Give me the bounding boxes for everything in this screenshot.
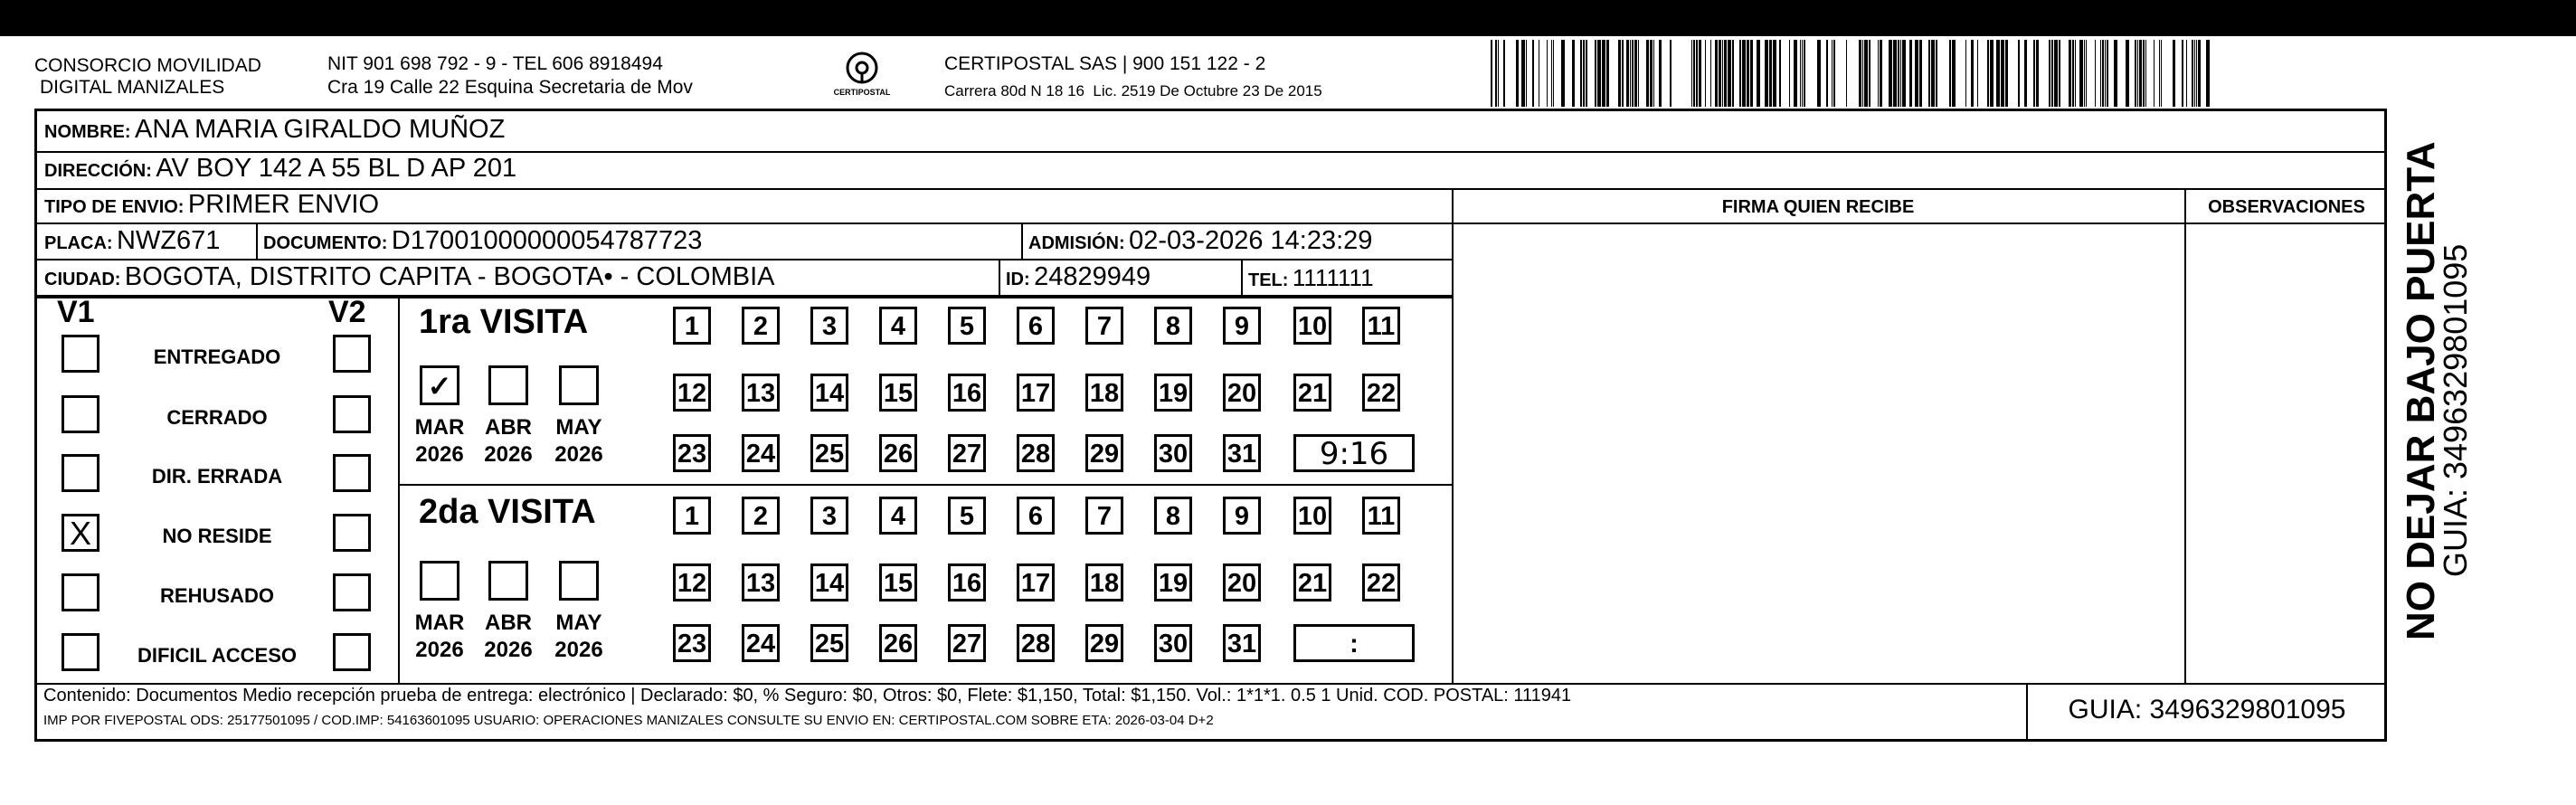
visit1-day-10[interactable]: 10: [1293, 307, 1331, 345]
barcode-bar: [2079, 40, 2083, 107]
barcode-bar: [1826, 40, 1828, 107]
barcode-bar: [2084, 40, 2085, 107]
visit2-day-5[interactable]: 5: [948, 497, 986, 535]
visit1-month-checkbox[interactable]: [559, 365, 599, 405]
visit1-day-2[interactable]: 2: [742, 307, 780, 345]
id-field: [1006, 262, 1151, 292]
barcode-bar: [1804, 40, 1805, 107]
visit2-day-15[interactable]: 15: [879, 564, 917, 601]
barcode-bar: [2139, 40, 2142, 107]
visit1-day-7[interactable]: 7: [1085, 307, 1123, 345]
direccion-field: [44, 154, 516, 184]
v2-checkbox[interactable]: [333, 573, 371, 611]
barcode-bar: [2107, 40, 2108, 107]
visit1-day-4[interactable]: 4: [879, 307, 917, 345]
v1-header: V1: [57, 295, 95, 329]
barcode-bar: [1572, 40, 1575, 107]
barcode-bar: [2086, 40, 2087, 107]
barcode-bar: [2100, 40, 2101, 107]
visit1-day-19[interactable]: 19: [1154, 374, 1192, 412]
visit2-month-checkbox[interactable]: [488, 561, 528, 601]
v2-checkbox[interactable]: [333, 454, 371, 492]
barcode-bar: [1965, 40, 1966, 107]
barcode-bar: [1719, 40, 1721, 107]
barcode-bar: [1869, 40, 1870, 107]
visit2-day-9[interactable]: 9: [1223, 497, 1261, 535]
visit2-month-label: MAR: [414, 611, 465, 635]
barcode-bar: [2024, 40, 2027, 107]
barcode-bar: [1880, 40, 1882, 107]
barcode-bar: [2186, 40, 2187, 107]
observations-left-border: [2184, 188, 2186, 683]
barcode-bar: [1638, 40, 1639, 107]
barcode-bar: [2018, 40, 2020, 107]
visit1-day-13[interactable]: 13: [742, 374, 780, 412]
barcode-bar: [2001, 40, 2004, 107]
barcode-bar: [1553, 40, 1554, 107]
visit1-day-6[interactable]: 6: [1017, 307, 1055, 345]
id-label: ID:: [1006, 270, 1030, 289]
visit1-month-label: MAY: [555, 415, 602, 440]
placa-value: NWZ671: [117, 226, 221, 255]
contenido-line: Contenido: Documentos Medio recepción prueba de entrega: electrónico | Declarado: $0, % Seguro: $0, Otros: $0, Flete: $1,150, Total: $1,150. Vol.: 1*1*1. 0.5 1 Unid. COD. POSTAL: 111941: [43, 686, 1572, 706]
visit2-day-17[interactable]: 17: [1017, 564, 1055, 601]
visit2-day-4[interactable]: 4: [879, 497, 917, 535]
row-divider: [1452, 223, 2387, 224]
barcode-bar: [2105, 40, 2106, 107]
visit-left-border: [398, 297, 400, 683]
visit1-day-11[interactable]: 11: [1362, 307, 1400, 345]
barcode-bar: [1606, 40, 1609, 107]
v1-checkbox[interactable]: X: [62, 514, 99, 552]
firma-header: FIRMA QUIEN RECIBE: [1721, 197, 1915, 217]
certipostal-logo: [830, 50, 894, 104]
direccion-value: AV BOY 142 A 55 BL D AP 201: [156, 154, 517, 183]
barcode-bar: [2145, 40, 2146, 107]
barcode-bar: [1971, 40, 1974, 107]
visit1-day-22[interactable]: 22: [1362, 374, 1400, 412]
visit2-day-7[interactable]: 7: [1085, 497, 1123, 535]
barcode: [1491, 40, 2214, 107]
tipo-envio-label: TIPO DE ENVIO:: [44, 197, 185, 217]
v2-checkbox[interactable]: [333, 514, 371, 552]
barcode-bar: [2161, 40, 2162, 107]
barcode-bar: [1977, 40, 1978, 107]
visit2-day-3[interactable]: 3: [810, 497, 848, 535]
barcode-bar: [1846, 40, 1847, 107]
barcode-bar: [1602, 40, 1605, 107]
visit2-day-21[interactable]: 21: [1293, 564, 1331, 601]
barcode-bar: [1634, 40, 1637, 107]
barcode-bar: [1919, 40, 1922, 107]
company-name-line2: DIGITAL MANIZALES: [40, 77, 225, 98]
barcode-bar: [1547, 40, 1548, 107]
barcode-bar: [2196, 40, 2197, 107]
barcode-bar: [2051, 40, 2053, 107]
cell-divider: [1241, 259, 1243, 295]
delivery-form: [34, 109, 2387, 742]
imp-line: IMP POR FIVEPOSTAL ODS: 25177501095 / COD.IMP: 54163601095 USUARIO: OPERACIONES MANIZALES CONSULTE SU ENVIO EN: CERTIPOSTAL.COM SOBRE ETA: 2026-03-04 D+2: [43, 713, 1214, 728]
barcode-bar: [1747, 40, 1749, 107]
visit1-day-3[interactable]: 3: [810, 307, 848, 345]
tel-label: TEL:: [1248, 270, 1289, 290]
visit1-day-18[interactable]: 18: [1085, 374, 1123, 412]
visit1-day-24[interactable]: 24: [742, 434, 780, 472]
barcode-bar: [1802, 40, 1803, 107]
barcode-bar: [2069, 40, 2071, 107]
barcode-bar: [1650, 40, 1653, 107]
nit-line: NIT 901 698 792 - 9 - TEL 606 8918494: [327, 53, 663, 74]
cell-divider: [256, 223, 258, 259]
scan-edge-band: [0, 0, 2576, 36]
visit2-day-19[interactable]: 19: [1154, 564, 1192, 601]
visit1-day-1[interactable]: 1: [673, 307, 711, 345]
barcode-bar: [1779, 40, 1781, 107]
visit2-day-1[interactable]: 1: [673, 497, 711, 535]
logo-text: CERTIPOSTAL: [833, 88, 891, 97]
barcode-bar: [1732, 40, 1734, 107]
barcode-bar: [2192, 40, 2193, 107]
visit1-year-label: 2026: [484, 442, 533, 467]
barcode-bar: [1832, 40, 1833, 107]
barcode-bar: [1757, 40, 1760, 107]
observaciones-header: OBSERVACIONES: [2208, 197, 2365, 217]
barcode-bar: [1516, 40, 1519, 107]
visit1-month-checkbox[interactable]: [488, 365, 528, 405]
barcode-bar: [2033, 40, 2035, 107]
barcode-bar: [1622, 40, 1624, 107]
footer-divider: [37, 683, 2387, 685]
barcode-bar: [1532, 40, 1534, 107]
barcode-bar: [2206, 40, 2210, 107]
barcode-bar: [2198, 40, 2201, 107]
ciudad-label: CIUDAD:: [44, 270, 121, 289]
barcode-bar: [1765, 40, 1768, 107]
row-divider: [37, 151, 2387, 153]
status-label: REHUSADO: [160, 584, 274, 607]
v1-checkbox[interactable]: [62, 454, 99, 492]
tipo-envio-value: PRIMER ENVIO: [187, 190, 380, 219]
barcode-bar: [1902, 40, 1906, 107]
barcode-bar: [1498, 40, 1499, 107]
documento-label: DOCUMENTO:: [263, 233, 388, 253]
barcode-bar: [1715, 40, 1718, 107]
cell-divider: [999, 259, 1000, 295]
barcode-bar: [1928, 40, 1930, 107]
barcode-bar: [2005, 40, 2008, 107]
barcode-bar: [1833, 40, 1835, 107]
visit1-day-17[interactable]: 17: [1017, 374, 1055, 412]
signature-left-border: [1452, 188, 1454, 683]
barcode-bar: [1931, 40, 1935, 107]
id-value: 24829949: [1034, 262, 1151, 291]
visit2-day-6[interactable]: 6: [1017, 497, 1055, 535]
barcode-bar: [2137, 40, 2138, 107]
barcode-bar: [1580, 40, 1582, 107]
visit2-day-13[interactable]: 13: [742, 564, 780, 601]
visit1-day-27[interactable]: 27: [948, 434, 986, 472]
footer-guia: GUIA: 3496329801095: [2068, 695, 2346, 724]
tel-value: 1111111: [1292, 264, 1374, 291]
visit1-day-9[interactable]: 9: [1223, 307, 1261, 345]
visit2-day-22[interactable]: 22: [1362, 564, 1400, 601]
visit1-day-8[interactable]: 8: [1154, 307, 1192, 345]
v2-checkbox[interactable]: [333, 335, 371, 373]
no-dejar-bajo-puerta: NO DEJAR BAJO PUERTA: [2399, 141, 2443, 640]
barcode-bar: [1893, 40, 1897, 107]
barcode-bar: [1742, 40, 1746, 107]
certipostal-license: Carrera 80d N 18 16 Lic. 2519 De Octubre 23 De 2015: [944, 82, 1322, 99]
barcode-bar: [1724, 40, 1727, 107]
barcode-bar: [2182, 40, 2183, 107]
visit1-year-label: 2026: [415, 442, 464, 467]
v1-checkbox[interactable]: [62, 335, 99, 373]
v1-checkbox[interactable]: [62, 633, 99, 671]
barcode-bar: [1900, 40, 1901, 107]
barcode-bar: [1705, 40, 1706, 107]
row-divider: [37, 188, 2387, 190]
barcode-bar: [1864, 40, 1868, 107]
barcode-bar: [1583, 40, 1585, 107]
barcode-bar: [1503, 40, 1505, 107]
visit2-day-25[interactable]: 25: [810, 624, 848, 662]
visit1-day-21[interactable]: 21: [1293, 374, 1331, 412]
admision-value: 02-03-2026 14:23:29: [1129, 226, 1373, 255]
visit1-month-label: ABR: [485, 415, 532, 440]
barcode-bar: [1597, 40, 1601, 107]
visit2-year-label: 2026: [415, 638, 464, 662]
visit2-day-28[interactable]: 28: [1017, 624, 1055, 662]
visit2-year-label: 2026: [484, 638, 533, 662]
nombre-field: [44, 115, 505, 145]
tipo-envio-field: [44, 190, 379, 220]
barcode-bar: [1722, 40, 1723, 107]
certipostal-line: CERTIPOSTAL SAS | 900 151 122 - 2: [944, 53, 1266, 74]
visit1-day-30[interactable]: 30: [1154, 434, 1192, 472]
barcode-bar: [2173, 40, 2175, 107]
visit1-day-14[interactable]: 14: [810, 374, 848, 412]
barcode-bar: [1773, 40, 1776, 107]
barcode-bar: [1626, 40, 1629, 107]
barcode-bar: [1653, 40, 1654, 107]
direccion-label: DIRECCIÓN:: [44, 161, 152, 181]
barcode-bar: [1699, 40, 1701, 107]
company-name-line1: CONSORCIO MOVILIDAD: [34, 55, 261, 76]
status-label: CERRADO: [166, 406, 268, 429]
barcode-bar: [2054, 40, 2058, 107]
barcode-bar: [1909, 40, 1912, 107]
visit2-day-8[interactable]: 8: [1154, 497, 1192, 535]
barcode-bar: [1618, 40, 1621, 107]
barcode-bar: [1996, 40, 2000, 107]
barcode-bar: [2126, 40, 2129, 107]
visit2-day-27[interactable]: 27: [948, 624, 986, 662]
v2-checkbox[interactable]: [333, 633, 371, 671]
ciudad-field: [44, 262, 774, 292]
visit2-day-18[interactable]: 18: [1085, 564, 1123, 601]
barcode-bar: [1521, 40, 1525, 107]
barcode-bar: [1769, 40, 1772, 107]
barcode-bar: [1526, 40, 1527, 107]
visit2-day-11[interactable]: 11: [1362, 497, 1400, 535]
visit1-day-28[interactable]: 28: [1017, 434, 1055, 472]
barcode-bar: [1659, 40, 1662, 107]
ciudad-value: BOGOTA, DISTRITO CAPITA - BOGOTA• - COLOMBIA: [124, 262, 775, 291]
visit1-month-checkbox[interactable]: ✓: [420, 365, 459, 405]
admision-field: [1028, 226, 1372, 256]
visit1-month-label: MAR: [414, 415, 465, 440]
barcode-bar: [1691, 40, 1692, 107]
barcode-bar: [2075, 40, 2076, 107]
visit2-day-24[interactable]: 24: [742, 624, 780, 662]
visit2-day-31[interactable]: 31: [1223, 624, 1261, 662]
row-divider: [37, 297, 1452, 298]
barcode-bar: [1800, 40, 1801, 107]
barcode-bar: [1670, 40, 1672, 107]
barcode-bar: [1936, 40, 1937, 107]
barcode-bar: [2102, 40, 2104, 107]
barcode-bar: [2154, 40, 2155, 107]
barcode-bar: [1898, 40, 1899, 107]
visit1-day-29[interactable]: 29: [1085, 434, 1123, 472]
visit1-day-16[interactable]: 16: [948, 374, 986, 412]
visit2-day-29[interactable]: 29: [1085, 624, 1123, 662]
visit1-day-23[interactable]: 23: [673, 434, 711, 472]
barcode-bar: [1632, 40, 1634, 107]
barcode-bar: [1561, 40, 1565, 107]
visita-1-title: 1ra VISITA: [419, 303, 589, 341]
visita-2-hora[interactable]: :: [1293, 624, 1415, 662]
side-guia: GUIA: 3496329801095: [2437, 243, 2474, 577]
barcode-bar: [1859, 40, 1861, 107]
visit1-day-26[interactable]: 26: [879, 434, 917, 472]
barcode-bar: [2135, 40, 2136, 107]
nombre-value: ANA MARIA GIRALDO MUÑOZ: [135, 115, 506, 144]
visit2-month-label: ABR: [485, 611, 532, 635]
visit-divider: [398, 484, 1452, 486]
placa-field: [44, 226, 220, 256]
barcode-bar: [1817, 40, 1821, 107]
status-label: DIFICIL ACCESO: [137, 644, 297, 667]
barcode-bar: [1750, 40, 1753, 107]
barcode-bar: [1491, 40, 1492, 107]
visita-2-title: 2da VISITA: [419, 493, 596, 531]
cell-divider: [1021, 223, 1023, 259]
barcode-bar: [2072, 40, 2074, 107]
visit2-day-12[interactable]: 12: [673, 564, 711, 601]
barcode-bar: [2036, 40, 2039, 107]
visit2-day-10[interactable]: 10: [1293, 497, 1331, 535]
visit1-day-31[interactable]: 31: [1223, 434, 1261, 472]
status-label: NO RESIDE: [162, 525, 272, 547]
barcode-bar: [1794, 40, 1797, 107]
barcode-bar: [2049, 40, 2050, 107]
visit2-year-label: 2026: [554, 638, 603, 662]
visit2-day-20[interactable]: 20: [1223, 564, 1261, 601]
visit2-month-checkbox[interactable]: [420, 561, 459, 601]
v1-checkbox[interactable]: [62, 395, 99, 433]
barcode-bar: [1696, 40, 1698, 107]
visit2-day-14[interactable]: 14: [810, 564, 848, 601]
barcode-bar: [1495, 40, 1497, 107]
barcode-bar: [1728, 40, 1731, 107]
visit2-day-2[interactable]: 2: [742, 497, 780, 535]
barcode-bar: [1646, 40, 1649, 107]
barcode-bar: [2059, 40, 2060, 107]
visit1-day-25[interactable]: 25: [810, 434, 848, 472]
documento-value: D17001000000054787723: [391, 226, 703, 255]
documento-field: [263, 226, 702, 256]
visit1-year-label: 2026: [554, 442, 603, 467]
barcode-bar: [1990, 40, 1994, 107]
visit2-day-26[interactable]: 26: [879, 624, 917, 662]
v2-checkbox[interactable]: [333, 395, 371, 433]
barcode-bar: [1630, 40, 1631, 107]
visit1-day-5[interactable]: 5: [948, 307, 986, 345]
visit2-day-30[interactable]: 30: [1154, 624, 1192, 662]
barcode-bar: [1595, 40, 1596, 107]
v1-checkbox[interactable]: [62, 573, 99, 611]
placa-label: PLACA:: [44, 233, 113, 253]
barcode-bar: [1878, 40, 1879, 107]
barcode-bar: [1862, 40, 1863, 107]
barcode-bar: [2114, 40, 2117, 107]
visit1-day-12[interactable]: 12: [673, 374, 711, 412]
barcode-bar: [1710, 40, 1711, 107]
visit1-day-15[interactable]: 15: [879, 374, 917, 412]
barcode-bar: [1949, 40, 1951, 107]
visit2-day-16[interactable]: 16: [948, 564, 986, 601]
row-divider: [37, 259, 1452, 260]
nombre-label: NOMBRE:: [44, 122, 131, 142]
status-label: DIR. ERRADA: [151, 465, 283, 488]
visit2-day-23[interactable]: 23: [673, 624, 711, 662]
barcode-bar: [1586, 40, 1587, 107]
barcode-bar: [1952, 40, 1956, 107]
barcode-bar: [2143, 40, 2145, 107]
barcode-bar: [2194, 40, 2195, 107]
status-label: ENTREGADO: [153, 346, 281, 368]
barcode-bar: [1551, 40, 1552, 107]
barcode-bar: [2095, 40, 2096, 107]
address-line: Cra 19 Calle 22 Esquina Secretaria de Mov: [327, 77, 693, 98]
barcode-bar: [1915, 40, 1918, 107]
v2-header: V2: [328, 295, 366, 329]
barcode-bar: [1693, 40, 1695, 107]
tel-field: [1248, 264, 1374, 292]
visit2-month-checkbox[interactable]: [559, 561, 599, 601]
visit1-day-20[interactable]: 20: [1223, 374, 1261, 412]
visit2-month-label: MAY: [555, 611, 602, 635]
barcode-bar: [1739, 40, 1741, 107]
barcode-bar: [1987, 40, 1989, 107]
admision-label: ADMISIÓN:: [1028, 233, 1125, 253]
visita-1-hora[interactable]: 9:16: [1293, 434, 1415, 472]
barcode-bar: [1789, 40, 1790, 107]
barcode-bar: [2159, 40, 2160, 107]
barcode-bar: [1889, 40, 1892, 107]
